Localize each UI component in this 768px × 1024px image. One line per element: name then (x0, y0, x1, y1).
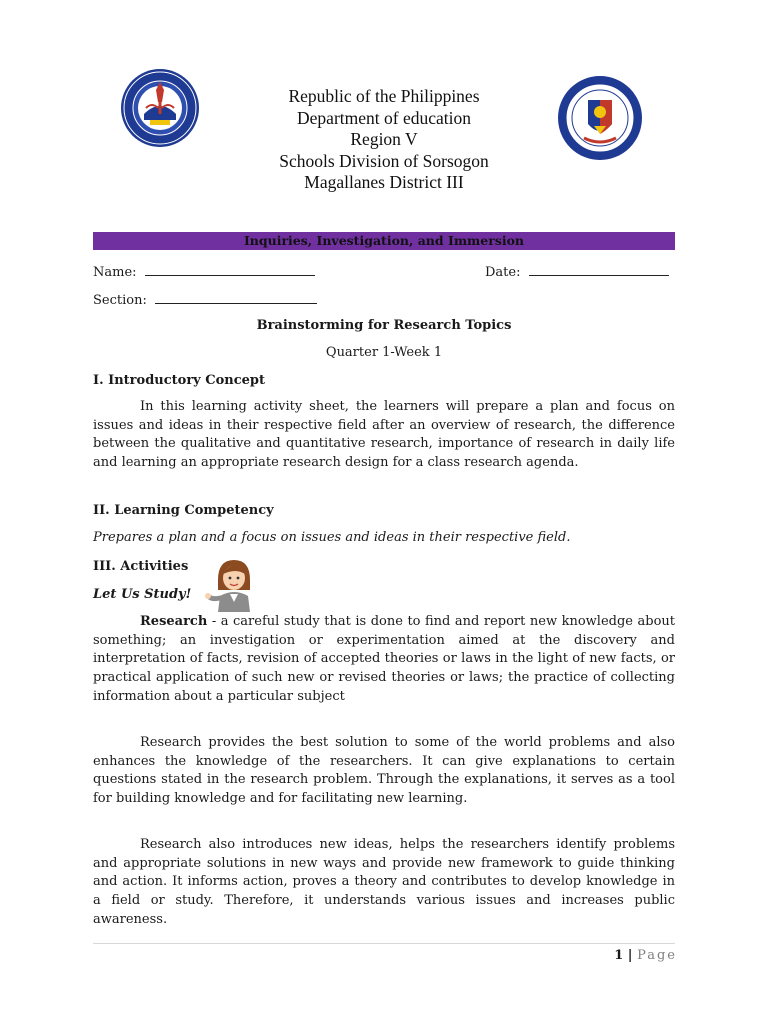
header-republic: Republic of the Philippines (288, 86, 480, 106)
date-blank[interactable] (529, 262, 669, 276)
header-division: Schools Division of Sorsogon (279, 150, 489, 171)
page-separator: | (623, 948, 638, 963)
research-paragraph-3: Research also introduces new ideas, helps the researchers identify problems and appropriate solutions in new ways and provide new framework to guide thinking and action. It informs action, proves a theory and contributes to develop knowledge in a field or study. Therefore, it understands various issues and increases public awareness. (93, 837, 675, 927)
name-field[interactable] (93, 262, 315, 281)
name-label: Name: (93, 265, 137, 280)
header-district: Magallanes District III (304, 172, 464, 192)
page-number: 1 (614, 948, 624, 963)
research-term: Research (140, 614, 208, 629)
lesson-quarter: Quarter 1-Week 1 (325, 345, 443, 360)
teacher-pointing-icon (204, 556, 260, 612)
name-blank[interactable] (145, 262, 315, 276)
research-definition-text: - a careful study that is done to find and report new knowledge about something; an investigation or experimentation aimed at the discovery and interpretation of facts, revision of accepted theories or laws in the light of new facts, or practical application of such new or revised theories or laws; the practice of collecting information about a particular subject (93, 614, 675, 704)
research-paragraph-2: Research provides the best solution to some of the world problems and also enhances the knowledge of the researchers. It can give explanations to certain questions stated in the research problem. Through the explanations, it serves as a tool for building knowledge and for facilitating new learning. (93, 735, 675, 807)
let-us-study-label: Let Us Study! (93, 587, 192, 602)
header-region: Region V (350, 129, 418, 149)
section-label: Section: (93, 293, 147, 308)
section-blank[interactable] (155, 290, 317, 304)
date-field[interactable] (485, 262, 669, 281)
competency-text: Prepares a plan and a focus on issues and ideas in their respective field. (93, 530, 571, 545)
footer-rule (93, 943, 675, 944)
lesson-title: Brainstorming for Research Topics (256, 318, 512, 333)
research-definition (93, 613, 675, 707)
header-department: Department of education (297, 107, 471, 128)
competency-heading: II. Learning Competency (93, 503, 274, 518)
letterhead (184, 86, 584, 194)
activities-heading: III. Activities (93, 559, 189, 574)
intro-heading: I. Introductory Concept (93, 373, 266, 388)
page-footer (560, 948, 677, 964)
intro-paragraph: In this learning activity sheet, the learners will prepare a plan and focus on issues and ideas in their respective field after an overview of research, the difference between the qualitative and quantitative research, importance of research in daily life and learning an appropriate research design for a class research agenda. (93, 399, 675, 471)
section-field[interactable] (93, 290, 317, 309)
page-word: Page (637, 948, 677, 963)
date-label: Date: (485, 265, 521, 280)
subject-bar: Inquiries, Investigation, and Immersion (93, 232, 675, 250)
